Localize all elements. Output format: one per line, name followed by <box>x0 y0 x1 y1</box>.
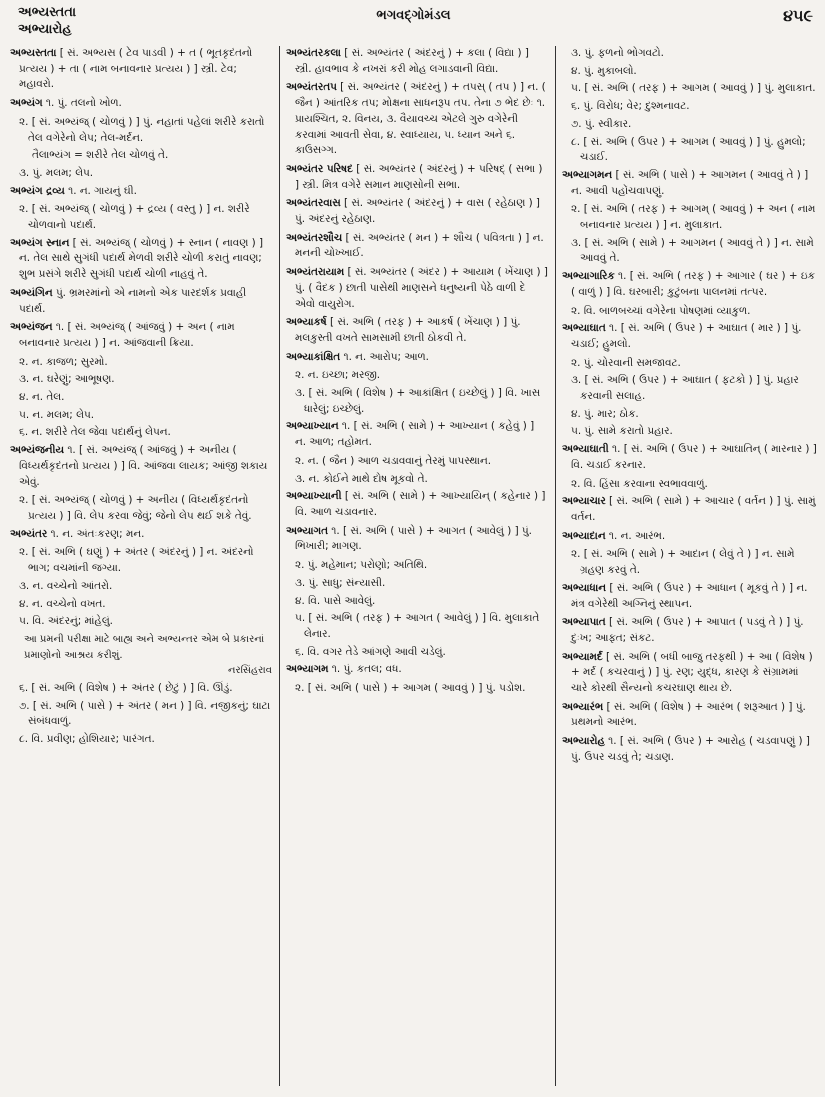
sense-item: ૩. ન. ઘરેણું; આભૂષણ. <box>19 373 115 386</box>
sense-item: ૩. [ સં. અભિ ( ઉપર ) + આઘાત ( ફટકો ) ] પું. પ્રહાર કરવાની સલાહ. <box>571 374 799 403</box>
definition: [ સં. અભિ ( બધી બાજુ તરફથી ) + આ ( વિશેષ ) + મર્દ ( કચરવાનું ) ] પું. રણ; યુદ્ધ, કારણ કે સંગ્રામમાં ચારે કોરથી સૈન્યનો કચરઘાણ થાય છે. <box>571 650 813 695</box>
dictionary-entry <box>562 321 817 352</box>
dictionary-entry <box>286 231 548 262</box>
dictionary-entry <box>562 734 817 765</box>
sense-item: ૨. [ સં. અભિ ( તરફ ) + આગમ્ ( આવવું ) + અન ( નામ બનાવનાર પ્રત્યય ) ] ન. મુલાકાત. <box>571 203 816 232</box>
sense-item: ૨. ન. કાજળ; સુરમો. <box>19 355 108 368</box>
dictionary-entry <box>286 350 548 366</box>
dictionary-entry <box>562 529 817 545</box>
dictionary-entry <box>286 662 548 678</box>
definition: ૧. ન. આરોપ; આળ. <box>340 350 429 363</box>
sense-item: ૭. પું. સ્વીકાર. <box>571 117 632 130</box>
sense-item: ૮. [ સં. અભિ ( ઉપર ) + આગમ ( આવવું ) ] પું. હુમલો; ચડાઈ. <box>571 135 806 164</box>
headword: અભ્યાદાન <box>562 529 606 542</box>
headword: અભ્યંજનીય <box>10 444 65 457</box>
dictionary-entry <box>286 162 548 193</box>
definition: ૧. ન. ગાયનું ઘી. <box>64 184 137 197</box>
dictionary-entry <box>286 315 548 346</box>
guide-word-first: અભ્યસ્તતા <box>18 5 77 20</box>
definition: ૧. [ સં. અભ્યંજ્ ( આંજવું ) + અન ( નામ બનાવનાર પ્રત્યય ) ] ન. આંજવાની ક્રિયા. <box>19 321 235 349</box>
headword: અભ્યામર્દ <box>562 650 603 663</box>
headword: અભ્યંગ <box>10 97 43 110</box>
dictionary-entry <box>10 96 272 112</box>
dictionary-entry <box>286 265 548 312</box>
definition: [ સં. અભ્યસ ( ટેવ પાડવી ) + ત ( ભૂતકૃદંતનો પ્રત્યય ) + તા ( નામ બનાવનાર પ્રત્યય ) ] સ્ત્રી. ટેવ; મહાવરો. <box>19 47 253 91</box>
definition: [ સં. અભ્યંતર ( અંદરનું ) + વાસ ( રહેઠાણ ) ] પું. અંદરનું રહેઠાણ. <box>295 197 540 226</box>
headword: અભ્યારોહ <box>562 735 605 748</box>
headword: અભ્યાચાર <box>562 495 606 508</box>
sense-item: ૨. વિ. બાળબચ્ચાં વગેરેના પોષણમાં વ્યાકુળ. <box>571 304 751 317</box>
column-left <box>10 46 272 1092</box>
sense-item: ૩. [ સં. અભિ ( સામે ) + આગમન ( આવવું તે ) ] ન. સામે આવવું તે. <box>571 236 814 265</box>
headword: અભ્યાગત <box>286 524 328 537</box>
dictionary-entry <box>562 615 817 646</box>
sense-item: ૨. પું. ચોરવાની સમજાવટ. <box>571 356 681 369</box>
dictionary-entry <box>562 442 817 473</box>
definition: [ સં. અભિ ( સામે ) + આખ્યાયિન્ ( કહેનાર ) ] વિ. આળ ચડાવનાર. <box>295 490 546 518</box>
page-number: ૪૫૯ <box>783 6 813 25</box>
sense-item: ૨. વિ. હિંસા કરવાના સ્વભાવવાળું. <box>571 477 708 490</box>
headword: અભ્યાગમન <box>562 168 613 181</box>
headword: અભ્યંગ સ્નાન <box>10 236 70 249</box>
sense-item: ૬. પું. વિરોધ; વેર; દુશ્મનાવટ. <box>571 100 690 113</box>
sense-item: ૫. [ સં. અભિ ( તરફ ) + આગત ( આવેલું ) ] વિ. મુલાકાતે લેનાર. <box>295 612 540 640</box>
headword: અભ્યંતરતપ <box>286 81 337 94</box>
dictionary-entry <box>10 286 272 317</box>
dictionary-entry <box>10 320 272 351</box>
dictionary-entry <box>286 80 548 159</box>
headword: અભ્યાઘાતી <box>562 443 609 456</box>
sense-item: ૫. [ સં. અભિ ( તરફ ) + આગમ ( આવવું ) ] પું. મુલાકાત. <box>571 82 816 95</box>
dictionary-entry <box>286 419 548 450</box>
definition: ૧. ન. અંતઃકરણ; મન. <box>47 527 145 540</box>
definition: ૧. [ સં. અભિ ( ઉપર ) + આઘાતિન્ ( મારનાર ) ] વિ. ચડાઈ કરનાર. <box>571 443 817 471</box>
headword: અભ્યાઘાત <box>562 322 606 335</box>
definition: ૧. [ સં. અભિ ( પાસે ) + આગત ( આવેલું ) ] પું. ભિખારી; માગણ. <box>295 524 532 553</box>
column-divider <box>279 46 280 1086</box>
dictionary-entry <box>562 700 817 731</box>
sense-item: ૫. વિ. અંદરનું; માંહેલું. <box>19 615 113 628</box>
headword: અભ્યંતર <box>10 527 48 540</box>
dictionary-entry <box>286 196 548 227</box>
headword: અભ્યંતરશૌચ <box>286 231 343 244</box>
headword: અભ્યારંભ <box>562 700 604 713</box>
sense-item: ૫. ન. મલમ; લેપ. <box>19 408 95 421</box>
definition: પું. ભ્રમરમાંનો એ નામનો એક પારદર્શક પ્રવાહી પદાર્થ. <box>19 286 247 315</box>
definition: [ સં. અભિ ( તરફ ) + આકર્ષ ( ખેંચાણ ) ] પું. મલકુસ્તી વખતે સામસામી છાતી ઠોકવી તે. <box>295 316 521 344</box>
dictionary-entry <box>10 236 272 283</box>
sense-item: ૩. [ સં. અભિ ( વિશેષ ) + આકાંક્ષિત ( ઇચ્છેલું ) ] વિ. ખાસ ધારેલું; ઇચ્છેલું. <box>295 387 541 415</box>
page-header <box>10 4 817 44</box>
sense-item: ૨. [ સં. અભ્યંજ્ ( ચોળવું ) + અનીય ( વિધ્યર્થકૃદંતનો પ્રત્યય ) ] વિ. લેપ કરવા જેવું; જેનો લેપ થઈ શકે તેવું. <box>19 494 252 522</box>
sense-item: ૨. ન. ( જૈન ) આળ ચડાવવાનું તેરમું પાપસ્થાન. <box>295 454 491 467</box>
sense-item: ૨. પું. મહેમાન; પરોણો; અતિથિ. <box>295 559 428 572</box>
definition: [ સં. અભિ ( પાસે ) + આગમન ( આવવું તે ) ] ન. આવી પહોંચવાપણું. <box>571 168 809 197</box>
definition: [ સં. અભિ ( ઉપર ) + આપાત ( પડવું તે ) ] પું. દુઃખ; આફત; સંકટ. <box>571 616 804 644</box>
running-title: ભગવદ્ગોમંડલ <box>376 8 451 23</box>
dictionary-entry <box>286 524 548 555</box>
sense-item: ૩. પું. સાધુ; સંન્યાસી. <box>295 576 386 589</box>
definition: ૧. [ સં. અભ્યંજ્ ( આંજવું ) + અનીય ( વિધ્યર્થકૃદંતનો પ્રત્યય ) ] વિ. આંજવા લાયક; આંજી શકાય એવું. <box>19 444 268 488</box>
headword: અભ્યાધાન <box>562 581 607 594</box>
definition: ૧. પું. તલનો ખોળ. <box>42 97 122 110</box>
headword: અભ્યંગિન <box>10 286 53 299</box>
column-middle <box>286 46 548 1092</box>
guide-word-last: અભ્યારોહ <box>18 22 72 37</box>
dictionary-entry <box>10 184 272 200</box>
headword: અભ્યંગ દ્રવ્ય <box>10 184 65 197</box>
usage-example: તૈલાભ્યંગ = શરીરે તેલ ચોળવું તે. <box>32 149 169 162</box>
headword: અભ્યાકર્ષ <box>286 316 327 329</box>
definition: [ સં. અભ્યંજ્ ( ચોળવું ) + સ્નાન ( નાવણ ) ] ન. તેલ સાથે સુગંધી પદાર્થ મેળવી શરીરે ચોળી કરાતું નાવણ; શુભ પ્રસંગે શરીરે સુગંધી પદાર્થ ચોળી નાહવું તે. <box>19 236 263 281</box>
definition: [ સં. અભ્યંતર ( અંદરનું ) + પરિષદ્ ( સભા ) ] સ્ત્રી. મિત્ર વગેરે સમાન માણસોની સભા. <box>295 162 543 191</box>
sense-item: ૩. પું. ફળનો ભોગવટો. <box>571 47 664 59</box>
definition: ૧. [ સં. અભિ ( ઉપર ) + આરોહ ( ચડવાપણું ) ] પું. ઉપર ચડવું તે; ચડાણ. <box>571 735 810 763</box>
quote-text: આ પ્રમની પરીક્ષા માટે બાહ્ય અને અભ્યન્તર એમ બે પ્રકારનાં પ્રમાણોનો આશ્રય કરીશું. <box>24 633 265 661</box>
sense-item: ૩. ન. વચ્ચેનો આંતરો. <box>19 579 113 592</box>
headword: અભ્યાખ્યાની <box>286 490 342 503</box>
headword: અભ્યંતરાયામ <box>286 266 345 279</box>
headword: અભ્યાગારિક <box>562 270 615 283</box>
definition: ૧. [ સં. અભિ ( સામે ) + આખ્યાન ( કહેવું ) ] ન. આળ; તહોમત. <box>295 420 535 449</box>
definition: ૧. [ સં. અભિ ( તરફ ) + આગાર ( ઘર ) + ઇક ( વાળું ) ] વિ. ઘરબારી; કુટુંબના પાલનમાં તત્પર. <box>571 270 815 298</box>
definition: [ સં. અભ્યંતર ( મન ) + શૌચ ( પવિત્રતા ) ] ન. મનની ચોખ્ખાઈ. <box>295 231 544 260</box>
sense-item: ૬. વિ. વગર તેડે આંગણે આવી ચડેલું. <box>295 645 446 658</box>
definition: [ સં. અભ્યંતર ( અંદર ) + આયામ ( ખેંચાણ ) ] પું. ( વૈદક ) છાતી પાસેથી માણસને ધનુષ્યની પેઠે વાળી દે એવો વાયુરોગ. <box>295 266 548 310</box>
sense-item: ૪. ન. તેલ. <box>19 391 65 404</box>
definition: ૧. ન. આરંભ. <box>605 529 666 542</box>
definition: [ સં. અભિ ( ઉપર ) + આધાન ( મૂકવું તે ) ] ન. મંત્ર વગેરેથી અગ્નિનું સ્થાપન. <box>571 581 808 610</box>
sense-item: ૪. ન. વચ્ચેનો વખત. <box>19 597 106 610</box>
definition: [ સં. અભિ ( સામે ) + આચાર ( વર્તન ) ] પું. સામું વર્તન. <box>571 495 816 523</box>
sense-item: ૬. [ સં. અભિ ( વિશેષ ) + અંતર ( છેટું ) ] વિ. ઊંડું. <box>19 682 233 695</box>
headword: અભ્યાપાત <box>562 616 606 629</box>
dictionary-entry <box>562 581 817 612</box>
headword: અભ્યંજન <box>10 321 53 334</box>
dictionary-entry <box>10 443 272 490</box>
headword: અભ્યાખ્યાન <box>286 420 339 433</box>
headword: અભ્યાગમ <box>286 663 329 676</box>
sense-item: ૨. [ સં. અભ્યંજ્ ( ચોળવું ) ] પું. નહાતાં પહેલાં શરીરે કરાતો તેલ વગેરેનો લેપ; તેલ-મર્દન. <box>19 115 265 144</box>
dictionary-entry <box>10 527 272 543</box>
definition: ૧. પું. કતલ; વધ. <box>328 663 402 676</box>
headword: અભ્યંતરવાસ <box>286 197 341 210</box>
dictionary-entry <box>562 650 817 697</box>
sense-item: ૪. પું. મુકાબલો. <box>571 64 637 77</box>
dictionary-entry <box>562 168 817 199</box>
headword: અભ્યસ્તતા <box>10 47 57 59</box>
sense-item: ૨. ન. ઇચ્છા; મરજી. <box>295 369 381 382</box>
headword: અભ્યંતરકલા <box>286 47 341 59</box>
dictionary-entry <box>286 46 548 77</box>
sense-item: ૫. પું. સામે કરાતો પ્રહાર. <box>571 425 673 438</box>
dictionary-entry <box>562 269 817 300</box>
sense-item: ૬. ન. શરીરે તેલ જેવા પદાર્થનું લેપન. <box>19 426 171 439</box>
column-right <box>562 46 817 1092</box>
definition: ૧. [ સં. અભિ ( ઉપર ) + આઘાત ( માર ) ] પું. ચડાઈ; હુમલો. <box>571 322 802 350</box>
definition: [ સં. અભિ ( વિશેષ ) + આરંભ ( શરૂઆત ) ] પું. પ્રથમનો આરંભ. <box>571 700 806 729</box>
dictionary-entry <box>10 46 272 93</box>
sense-item: ૩. ન. કોઈને માથે દોષ મૂકવો તે. <box>295 472 428 485</box>
dictionary-entry <box>286 489 548 520</box>
sense-item: ૪. પું. માર; ઠોક. <box>571 407 639 420</box>
column-divider <box>555 46 556 1086</box>
citation-quote <box>10 632 272 679</box>
sense-item: ૪. વિ. પાસે આવેલું. <box>295 594 376 607</box>
sense-item: ૨. [ સં. અભિ ( સામે ) + આદાન ( લેવું તે ) ] ન. સામે ગ્રહણ કરવું તે. <box>571 548 795 577</box>
sense-item: ૨. [ સં. અભિ ( ઘણું ) + અંતર ( અંદરનું ) ] ન. અંદરનો ભાગ; વચમાંની જગ્યા. <box>19 546 254 575</box>
sense-item: ૮. વિ. પ્રવીણ; હોશિયાર; પારંગત. <box>19 733 155 746</box>
sense-item: ૩. પું. મલમ; લેપ. <box>19 166 94 179</box>
headword: અભ્યાકાંક્ષિત <box>286 350 341 363</box>
sense-item: ૨. [ સં. અભ્યંજ્ ( ચોળવું ) + દ્રવ્ય ( વસ્તુ ) ] ન. શરીરે ચોળવાનો પદાર્થ. <box>19 203 250 232</box>
sense-item: ૨. [ સં. અભિ ( પાસે ) + આગમ ( આવવું ) ] પું. પડોશ. <box>295 682 526 695</box>
headword: અભ્યંતર પરિષદ <box>286 162 353 175</box>
definition: [ સં. અભ્યંતર ( અંદરનું ) + કલા ( વિદ્યા ) ] સ્ત્રી. હાવભાવ કે નખરાં કરી મોહ લગાડવાની વિદ્યા. <box>295 47 529 75</box>
definition: [ સં. અભ્યંતર ( અંદરનું ) + તપસ્ ( તપ ) ] ન. ( જૈન ) આંતરિક તપ; મોક્ષના સાધનરૂપ તપ. તેના ૭ ભેદ છેઃ ૧. પ્રાયશ્ચિત, ૨. વિનય, ૩. વૈયાવચ્ચ એટલે ગુરુ વગેરેની કરવામાં આવતી સેવા, ૪. સ્વાધ્યાય, ૫. ધ્યાન અને ૬. કાઉસગ્ગ. <box>295 81 546 157</box>
sense-item: ૭. [ સં. અભિ ( પાસે ) + અંતર ( મન ) ] વિ. નજીકનું; ઘાટા સંબંધવાળું. <box>19 699 271 728</box>
quote-source: નરસિંહરાવ <box>228 665 272 677</box>
dictionary-entry <box>562 494 817 525</box>
